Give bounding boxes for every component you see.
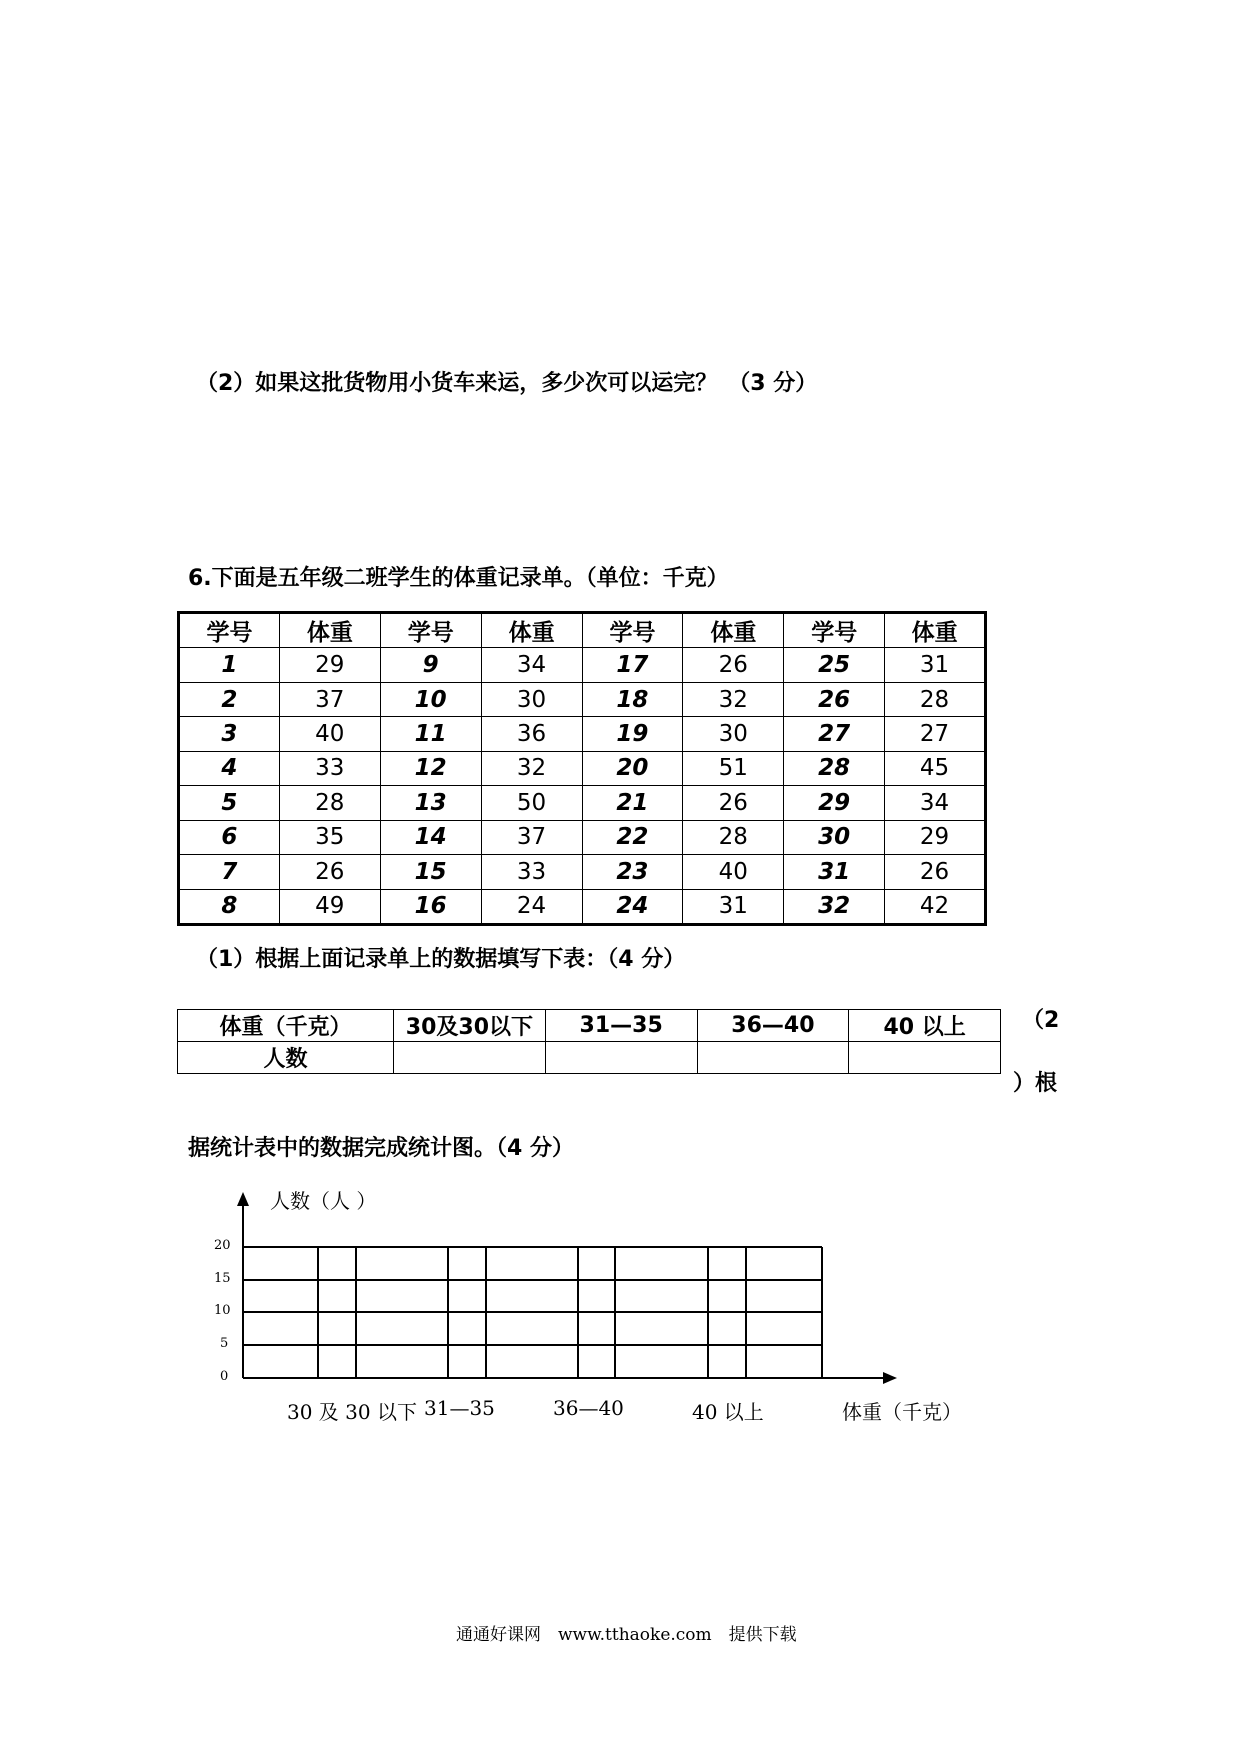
weight-cell: 51 — [683, 751, 784, 785]
student-id-cell: 21 — [582, 786, 683, 820]
x-axis-arrow-icon — [883, 1372, 897, 1384]
weight-cell: 28 — [885, 682, 986, 716]
student-id-cell: 2 — [179, 682, 280, 716]
header-student-id: 学号 — [784, 613, 885, 648]
header-weight: 体重 — [279, 613, 380, 648]
sub-question-1: （1）根据上面记录单上的数据填写下表：（4 分） — [196, 947, 686, 972]
student-id-cell: 25 — [784, 648, 885, 682]
y-axis-label: 人数（人 ） — [270, 1189, 377, 1213]
student-id-cell: 15 — [380, 855, 481, 889]
weight-cell: 40 — [279, 717, 380, 751]
header-weight: 体重 — [885, 613, 986, 648]
student-id-cell: 28 — [784, 751, 885, 785]
weight-cell: 30 — [683, 717, 784, 751]
weight-cell: 49 — [279, 889, 380, 924]
y-axis-arrow-icon — [237, 1192, 249, 1206]
student-id-cell: 10 — [380, 682, 481, 716]
student-id-cell: 3 — [179, 717, 280, 751]
header-weight: 体重 — [683, 613, 784, 648]
weight-cell: 28 — [683, 820, 784, 854]
student-id-cell: 16 — [380, 889, 481, 924]
student-id-cell: 20 — [582, 751, 683, 785]
student-id-cell: 4 — [179, 751, 280, 785]
header-student-id: 学号 — [380, 613, 481, 648]
weight-cell: 45 — [885, 751, 986, 785]
weight-cell: 34 — [885, 786, 986, 820]
x-axis-label: 体重（千克） — [842, 1400, 962, 1424]
weight-cell: 32 — [683, 682, 784, 716]
chart-grid — [243, 1247, 822, 1378]
question-2: （2）如果这批货物用小货车来运，多少次可以运完？ （3 分） — [196, 371, 818, 396]
y-tick-label: 5 — [220, 1336, 229, 1351]
student-id-cell: 13 — [380, 786, 481, 820]
weight-cell: 29 — [885, 820, 986, 854]
frequency-header-cell: 31—35 — [545, 1010, 697, 1042]
weight-cell: 30 — [481, 682, 582, 716]
student-id-cell: 32 — [784, 889, 885, 924]
student-id-cell: 12 — [380, 751, 481, 785]
x-category-label: 30 及 30 以下 — [287, 1400, 417, 1424]
student-id-cell: 27 — [784, 717, 885, 751]
weight-cell: 24 — [481, 889, 582, 924]
student-id-cell: 11 — [380, 717, 481, 751]
weight-cell: 50 — [481, 786, 582, 820]
weight-cell: 33 — [279, 751, 380, 785]
frequency-header-cell: 36—40 — [697, 1010, 849, 1042]
student-id-cell: 7 — [179, 855, 280, 889]
student-id-cell: 19 — [582, 717, 683, 751]
frequency-count-label: 人数 — [178, 1042, 394, 1074]
y-tick-label: 20 — [214, 1238, 231, 1253]
weight-cell: 34 — [481, 648, 582, 682]
student-id-cell: 9 — [380, 648, 481, 682]
x-category-label: 36—40 — [553, 1396, 624, 1420]
student-id-cell: 26 — [784, 682, 885, 716]
student-id-cell: 14 — [380, 820, 481, 854]
frequency-header-cell: 体重（千克） — [178, 1010, 394, 1042]
student-id-cell: 23 — [582, 855, 683, 889]
student-id-cell: 1 — [179, 648, 280, 682]
student-id-cell: 30 — [784, 820, 885, 854]
student-id-cell: 31 — [784, 855, 885, 889]
header-student-id: 学号 — [582, 613, 683, 648]
weight-cell: 27 — [885, 717, 986, 751]
student-id-cell: 18 — [582, 682, 683, 716]
weight-cell: 40 — [683, 855, 784, 889]
weight-cell: 26 — [885, 855, 986, 889]
weight-cell: 31 — [885, 648, 986, 682]
weight-cell: 32 — [481, 751, 582, 785]
header-student-id: 学号 — [179, 613, 280, 648]
student-id-cell: 5 — [179, 786, 280, 820]
weight-cell: 31 — [683, 889, 784, 924]
frequency-header-cell: 30及30以下 — [394, 1010, 546, 1042]
student-id-cell: 24 — [582, 889, 683, 924]
weight-cell: 29 — [279, 648, 380, 682]
footer: 通通好课网 www.tthaoke.com 提供下载 — [456, 1625, 797, 1645]
weight-cell: 26 — [683, 648, 784, 682]
student-id-cell: 29 — [784, 786, 885, 820]
x-category-label: 31—35 — [424, 1396, 495, 1420]
student-id-cell: 6 — [179, 820, 280, 854]
weight-cell: 37 — [279, 682, 380, 716]
weight-cell: 42 — [885, 889, 986, 924]
side-text-top: （2 — [1022, 1008, 1060, 1033]
student-id-cell: 8 — [179, 889, 280, 924]
side-text-bottom: ）根 — [1013, 1071, 1058, 1096]
header-weight: 体重 — [481, 613, 582, 648]
x-category-label: 40 以上 — [692, 1400, 764, 1424]
weight-cell: 37 — [481, 820, 582, 854]
weight-cell: 26 — [683, 786, 784, 820]
y-tick-label: 0 — [220, 1369, 229, 1384]
y-tick-label: 10 — [214, 1303, 231, 1318]
question-6-title: 6.下面是五年级二班学生的体重记录单。（单位：千克） — [188, 566, 729, 591]
weight-cell: 28 — [279, 786, 380, 820]
student-id-cell: 22 — [582, 820, 683, 854]
weight-cell: 35 — [279, 820, 380, 854]
weight-cell: 36 — [481, 717, 582, 751]
sub-question-2: 据统计表中的数据完成统计图。（4 分） — [188, 1136, 574, 1161]
weight-cell: 33 — [481, 855, 582, 889]
frequency-header-cell: 40 以上 — [849, 1010, 1001, 1042]
weight-cell: 26 — [279, 855, 380, 889]
student-id-cell: 17 — [582, 648, 683, 682]
y-tick-label: 15 — [214, 1271, 231, 1286]
